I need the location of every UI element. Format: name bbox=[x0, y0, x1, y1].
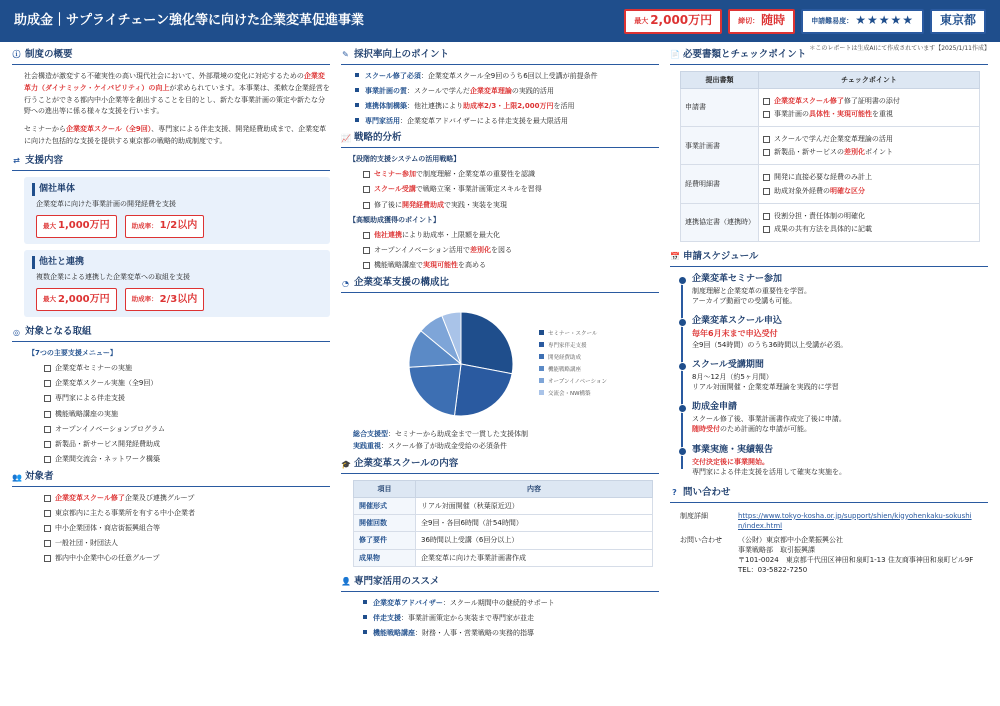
legend-swatch bbox=[539, 354, 544, 359]
list-item: 機能戦略講座：財務・人事・営業戦略の実務的指導 bbox=[363, 628, 659, 638]
targets-list bbox=[12, 363, 330, 464]
contact-heading: ? 問い合わせ bbox=[670, 486, 988, 503]
pie-slice bbox=[409, 364, 461, 416]
docs-heading: 📄 必要書類とチェックポイント bbox=[670, 48, 988, 65]
contact-table: 制度詳細 https://www.tokyo-kosha.or.jp/support/shien/kigyohenkaku-sokushin/index.html お問い合わせ （公財）東京都中小企業振興公社 事業戦略部 取引振興課 〒101-0024 東京都千代田区神田和泉町1-13 住友商事神田和泉町ビル9F TEL：03-5822-7250 bbox=[676, 509, 982, 578]
table-row: 経費明細書 開発に直接必要な経費のみ計上 助成対象外経費の明確な区分 bbox=[681, 165, 980, 203]
list-item: 東京都内に主たる事業所を有する中小企業者 bbox=[44, 508, 330, 518]
card-desc: 複数企業による連携した企業変革への取組を支援 bbox=[36, 273, 190, 282]
targets-heading: ◎ 対象となる取組 bbox=[12, 325, 330, 342]
table-row: 修了要件 36時間以上受講（6回分以上） bbox=[354, 532, 653, 549]
overview-paragraph-1: 社会構造が激変する不確実性の高い現代社会において、外部環境の変化に対応するための企業変革力（ダイナミック・ケイパビリティ）の向上が求められています。本事業は、柔軟な企業経営を行うことができる都内中小企業等を創出することを目的とし、新たな事業計画の策定や新たな分野への進出等に係る様々な支援を行います。 bbox=[24, 71, 330, 116]
legend-swatch bbox=[539, 342, 544, 347]
list-item: 新製品・新サービス開発経費助成 bbox=[44, 439, 330, 449]
table-row: 事業計画書 スクールで学んだ企業変革理論の活用 新製品・新サービスの差別化ポイント bbox=[681, 127, 980, 165]
table-row: 成果物 企業変革に向けた事業計画書作成 bbox=[354, 549, 653, 566]
table-row: 申請書 企業変革スクール修了修了証明書の添付 事業計画の具体性・実現可能性を重視 bbox=[681, 88, 980, 126]
info-icon: ⓘ bbox=[12, 50, 21, 60]
legend-label: 交流会・NW構築 bbox=[548, 390, 591, 397]
support-heading: ⇄ 支援内容 bbox=[12, 154, 330, 171]
pie-chart bbox=[341, 299, 659, 429]
eligible-list bbox=[12, 493, 330, 564]
list-item: スクール修了必須：企業変革スクール全9回のうち6回以上受講が前提条件 bbox=[355, 71, 659, 81]
legend-label: セミナー・スクール bbox=[548, 330, 598, 337]
strategy-group-title: 【高額助成獲得のポイント】 bbox=[349, 215, 440, 224]
pie-chart-area bbox=[341, 299, 659, 429]
schedule-heading: 📅 申請スケジュール bbox=[670, 250, 988, 267]
rate-pill: 助成率： 1/2以内 bbox=[125, 215, 205, 238]
list-item: 他社連携により助成率・上限額を最大化 bbox=[363, 230, 659, 240]
pie-slice bbox=[461, 312, 513, 374]
list-item: 専門家による伴走支援 bbox=[44, 393, 330, 403]
list-item: オープンイノベーション活用で差別化を図る bbox=[363, 245, 659, 255]
edit-icon: ✎ bbox=[342, 50, 349, 60]
document-icon: 📄 bbox=[670, 50, 680, 60]
list-item: 事業計画の質：スクールで学んだ企業変革理論の実践的活用 bbox=[355, 86, 659, 96]
list-item: 機能戦略講座の実施 bbox=[44, 409, 330, 419]
overview-heading: ⓘ 制度の概要 bbox=[12, 48, 330, 65]
legend-label: オープンイノベーション bbox=[548, 378, 607, 385]
table-row: 連携協定書（連携時） 役割分担・責任体制の明確化 成果の共有方法を具体的に記載 bbox=[681, 203, 980, 241]
list-item: 企業変革スクール実施（全9回） bbox=[44, 378, 330, 388]
difficulty-badge: 申請難易度： ★★★★★ bbox=[801, 9, 924, 34]
school-table bbox=[353, 480, 653, 567]
strategy-heading: 📈 戦略的分析 bbox=[341, 131, 659, 148]
card-title: 個社単体 bbox=[32, 183, 322, 196]
column-middle bbox=[341, 48, 659, 643]
max-amount-pill: 最大 1,000万円 bbox=[36, 215, 117, 238]
list-item: 企業間交流会・ネットワーク構築 bbox=[44, 454, 330, 464]
strategy-list-1 bbox=[341, 169, 659, 209]
strategy-list-2 bbox=[341, 230, 659, 270]
support-card-single bbox=[24, 177, 330, 244]
list-item: セミナー参加で制度理解・企業変革の重要性を認識 bbox=[363, 169, 659, 179]
max-amount-pill: 最大 2,000万円 bbox=[36, 288, 117, 311]
rate-pill: 助成率： 2/3以内 bbox=[125, 288, 205, 311]
legend-label: 機能戦略講座 bbox=[548, 366, 582, 373]
schedule-timeline bbox=[670, 273, 988, 477]
school-heading: 🎓 企業変革スクールの内容 bbox=[341, 457, 659, 474]
table-row: 開催形式 リアル対面開催（秋葉原近辺） bbox=[354, 498, 653, 515]
question-icon: ? bbox=[672, 488, 677, 498]
table-header: 提出書類 bbox=[681, 71, 759, 88]
location-badge: 東京都 bbox=[930, 9, 986, 34]
chart-summary-1: 総合支援型：セミナーから助成金まで一貫した支援体制 bbox=[353, 429, 528, 438]
list-item: 専門家活用：企業変革アドバイザーによる伴走支援を最大限活用 bbox=[355, 116, 659, 126]
expert-heading: 👤 専門家活用のススメ bbox=[341, 575, 659, 592]
deadline-badge: 締切： 随時 bbox=[728, 9, 795, 34]
header-bar bbox=[0, 0, 1000, 42]
list-item: 企業変革スクール修了企業及び連携グループ bbox=[44, 493, 330, 503]
timeline-item: スクール受講期間 8月〜12月（約5ヶ月間） リアル対面開催・企業変革理論を実践的に学習 bbox=[692, 359, 988, 392]
users-icon: 👥 bbox=[12, 472, 22, 482]
amount-badge: 最大 2,000万円 bbox=[624, 9, 722, 34]
overview-paragraph-2: セミナーから企業変革スクール（全9回）、専門家による伴走支援、開発経費助成まで、企業変革に向けた包括的な支援を提供する東京都の戦略的助成制度です。 bbox=[24, 125, 327, 146]
star-rating: ★★★★★ bbox=[855, 13, 914, 28]
target-icon: ◎ bbox=[13, 327, 20, 337]
list-item: 修了後に開発経費助成で実践・実装を実現 bbox=[363, 200, 659, 210]
chart-heading: ◔ 企業変革支援の構成比 bbox=[341, 276, 659, 293]
user-tie-icon: 👤 bbox=[341, 577, 351, 587]
list-item: 連携体制構築：他社連携により助成率2/3・上限2,000万円を活用 bbox=[355, 101, 659, 111]
table-header: 内容 bbox=[416, 481, 653, 498]
pie-slice bbox=[454, 364, 512, 416]
list-item: 中小企業団体・商店街振興組合等 bbox=[44, 523, 330, 533]
legend-label: 専門家伴走支援 bbox=[548, 342, 587, 349]
pie-chart-icon: ◔ bbox=[342, 278, 349, 288]
table-header: 項目 bbox=[354, 481, 416, 498]
graduation-cap-icon: 🎓 bbox=[341, 459, 351, 469]
ai-note: ＊このレポートは生成AIにて作成されています【2025/1/11作成】 bbox=[809, 45, 990, 52]
expert-list bbox=[341, 598, 659, 638]
chart-line-icon: 📈 bbox=[341, 133, 351, 143]
points-heading: ✎ 採択率向上のポイント bbox=[341, 48, 659, 65]
legend-swatch bbox=[539, 378, 544, 383]
list-item: 機能戦略講座で実現可能性を高める bbox=[363, 260, 659, 270]
page-title: 助成金｜サプライチェーン強化等に向けた企業変革促進事業 bbox=[14, 12, 364, 28]
timeline-item: 事業実施・実績報告 交付決定後に事業開始。 専門家による伴走支援を活用して確実な実施を。 bbox=[692, 444, 988, 477]
detail-link[interactable]: https://www.tokyo-kosha.or.jp/support/shien/kigyohenkaku-sokushin/index.html bbox=[738, 511, 972, 530]
column-left bbox=[12, 48, 330, 569]
legend-label: 開発経費助成 bbox=[548, 354, 582, 361]
legend-swatch bbox=[539, 366, 544, 371]
points-list bbox=[341, 71, 659, 127]
eligible-heading: 👥 対象者 bbox=[12, 470, 330, 487]
list-item: 都内中小企業中心の任意グループ bbox=[44, 553, 330, 563]
list-item: 企業変革アドバイザー：スクール期間中の継続的サポート bbox=[363, 598, 659, 608]
handshake-icon: ⇄ bbox=[13, 156, 20, 166]
chart-summary-2: 実践重視：スクール修了が助成金受給の必須条件 bbox=[353, 442, 507, 451]
timeline-item: 助成金申請 スクール修了後、事業計画書作成完了後に申請。 随時受付のため計画的な申請が可能。 bbox=[692, 401, 988, 434]
list-item: 一般社団・財団法人 bbox=[44, 538, 330, 548]
calendar-icon: 📅 bbox=[670, 252, 680, 262]
table-row: 開催回数 全9回・各回6時間（計54時間） bbox=[354, 515, 653, 532]
legend-swatch bbox=[539, 330, 544, 335]
menu-title: 【7つの主要支援メニュー】 bbox=[28, 349, 117, 358]
legend-swatch bbox=[539, 390, 544, 395]
list-item: スクール受講で戦略立案・事業計画策定スキルを習得 bbox=[363, 184, 659, 194]
strategy-group-title: 【段階的支援システムの活用戦略】 bbox=[349, 155, 461, 164]
support-card-partner bbox=[24, 250, 330, 317]
docs-table bbox=[680, 71, 980, 242]
table-header: チェックポイント bbox=[759, 71, 980, 88]
list-item: 伴走支援：事業計画策定から実装まで専門家が並走 bbox=[363, 613, 659, 623]
timeline-item: 企業変革スクール申込 毎年6月末まで申込受付 全9回（54時間）のうち36時間以上受講が必須。 bbox=[692, 315, 988, 350]
column-right bbox=[670, 48, 988, 578]
card-desc: 企業変革に向けた事業計画の開発経費を支援 bbox=[36, 199, 176, 208]
timeline-item: 企業変革セミナー参加 制度理解と企業変革の重要性を学習。 アーカイブ動画での受講も可能。 bbox=[692, 273, 988, 306]
phone-number: TEL：03-5822-7250 bbox=[738, 566, 808, 575]
card-title: 他社と連携 bbox=[32, 256, 322, 269]
list-item: 企業変革セミナーの実施 bbox=[44, 363, 330, 373]
list-item: オープンイノベーションプログラム bbox=[44, 424, 330, 434]
